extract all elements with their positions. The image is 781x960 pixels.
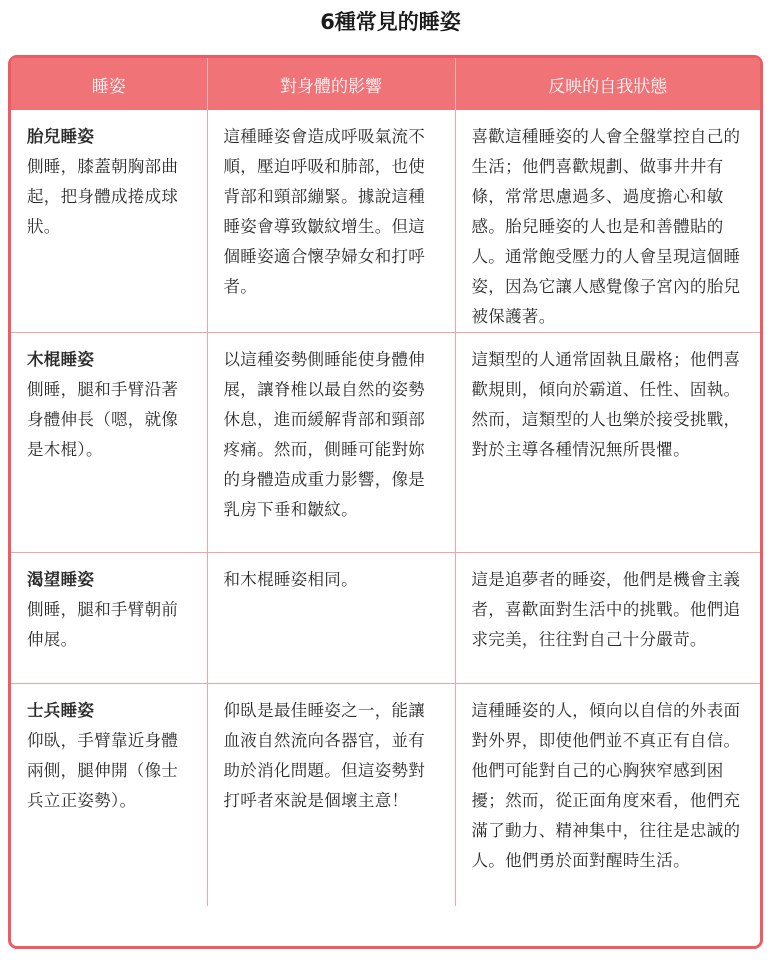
posture-description: 側睡，膝蓋朝胸部曲起，把身體成捲成球狀。 <box>27 157 179 236</box>
effect-cell: 和木棍睡姿相同。 <box>207 553 455 684</box>
effect-cell: 仰臥是最佳睡姿之一，能讓血液自然流向各器官，並有助於消化問題。但這姿勢對打呼者來說是個壞主意！ <box>207 684 455 906</box>
posture-name: 木棍睡姿 <box>27 350 95 369</box>
posture-name: 士兵睡姿 <box>27 701 95 720</box>
state-cell: 這是追夢者的睡姿，他們是機會主義者，喜歡面對生活中的挑戰。他們追求完美，往往對自己十分嚴苛。 <box>455 553 760 684</box>
table-header-row <box>11 58 760 110</box>
posture-description: 側睡，腿和手臂朝前伸展。 <box>27 600 179 649</box>
header-effect: 對身體的影響 <box>207 58 455 110</box>
state-cell: 喜歡這種睡姿的人會全盤掌控自己的生活；他們喜歡規劃、做事井井有條，常常思慮過多、過度擔心和敏感。胎兒睡姿的人也是和善體貼的人。通常飽受壓力的人會呈現這個睡姿，因為它讓人感覺像子宮內的胎兒被保護著。 <box>471 127 741 326</box>
table-row <box>11 333 760 553</box>
state-cell: 這種睡姿的人，傾向以自信的外表面對外界，即使他們並不真正有自信。他們可能對自己的心胸狹窄感到困擾；然而，從正面角度來看，他們充滿了動力、精神集中，往往是忠誠的人。他們勇於面對醒時生活。 <box>455 684 760 906</box>
table-row <box>11 110 760 333</box>
posture-description: 仰臥，手臂靠近身體兩側，腿伸開（像士兵立正姿勢）。 <box>27 731 179 810</box>
state-cell: 這類型的人通常固執且嚴格；他們喜歡規則，傾向於霸道、任性、固執。然而，這類型的人也樂於接受挑戰，對於主導各種情況無所畏懼。 <box>455 333 760 553</box>
table-row <box>11 553 760 684</box>
posture-description: 側睡，腿和手臂沿著身體伸長（嗯，就像是木棍）。 <box>27 380 179 459</box>
posture-cell <box>11 110 207 333</box>
posture-name: 胎兒睡姿 <box>27 127 95 146</box>
posture-cell <box>11 553 207 684</box>
header-state: 反映的自我狀態 <box>455 58 760 110</box>
sleep-posture-table <box>8 55 763 949</box>
posture-name: 渴望睡姿 <box>27 570 95 589</box>
effect-cell: 這種睡姿會造成呼吸氣流不順，壓迫呼吸和肺部，也使背部和頸部繃緊。據說這種睡姿會導致皺紋增生。但這個睡姿適合懷孕婦女和打呼者。 <box>207 110 455 333</box>
header-posture: 睡姿 <box>11 58 207 110</box>
effect-cell: 以這種姿勢側睡能使身體伸展，讓脊椎以最自然的姿勢休息，進而緩解背部和頸部疼痛。然而，側睡可能對妳的身體造成重力影響，像是乳房下垂和皺紋。 <box>207 333 455 553</box>
table-row <box>11 684 760 906</box>
posture-cell <box>11 333 207 553</box>
posture-cell <box>11 684 207 906</box>
page-title: 6種常見的睡姿 <box>320 10 461 34</box>
